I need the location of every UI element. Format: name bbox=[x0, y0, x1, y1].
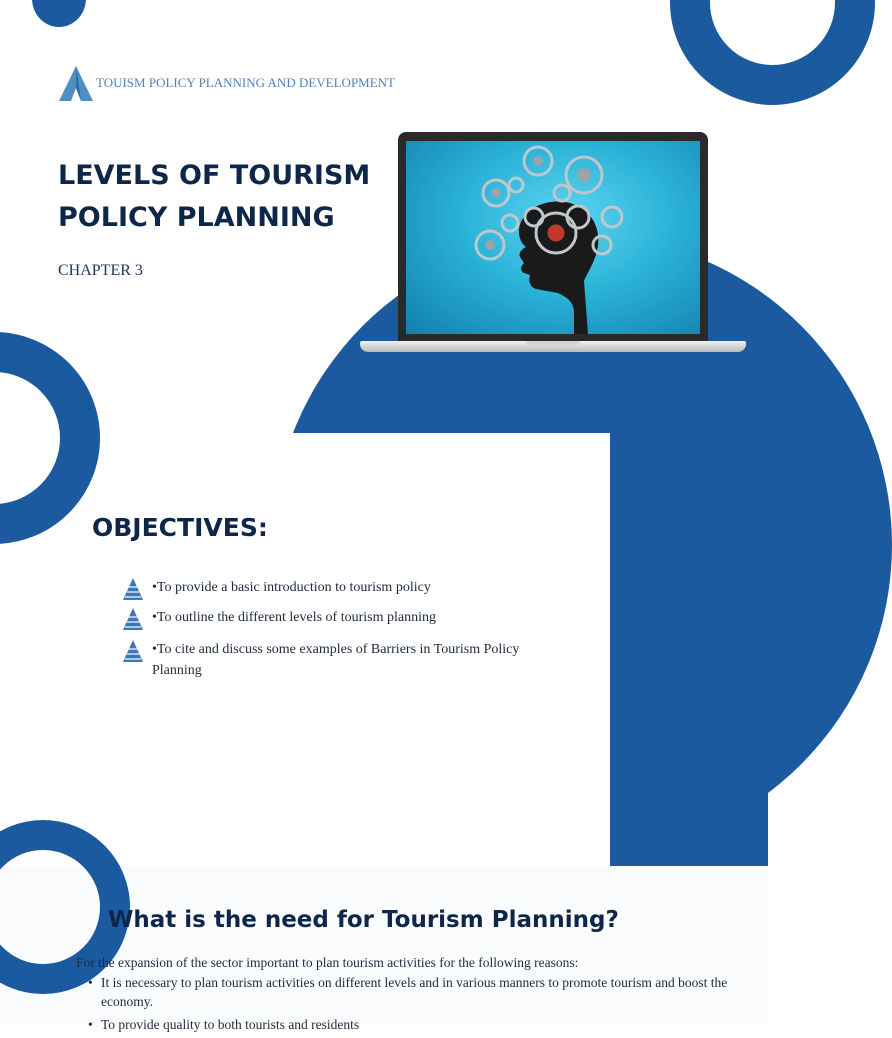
laptop-lid bbox=[398, 132, 708, 342]
page-header bbox=[58, 64, 395, 102]
triangle-bullet-icon bbox=[122, 639, 144, 663]
need-list bbox=[88, 973, 748, 1038]
chapter-label: CHAPTER 3 bbox=[58, 262, 143, 279]
laptop-screen bbox=[406, 141, 700, 334]
objective-item bbox=[122, 639, 542, 681]
page-title bbox=[58, 155, 388, 239]
mountain-logo-icon bbox=[58, 64, 94, 102]
header-title: TOUISM POLICY PLANNING AND DEVELOPMENT bbox=[96, 75, 395, 90]
need-heading: What is the need for Tourism Planning? bbox=[108, 907, 619, 933]
objective-item bbox=[122, 577, 542, 601]
need-bullet: • To provide quality to both tourists and residents bbox=[88, 1015, 748, 1034]
decor-right-block bbox=[610, 430, 768, 866]
need-bullet: • It is necessary to plan tourism activities on different levels and in various manners to promote tourism and boost the economy. bbox=[88, 973, 748, 1011]
objectives-heading: OBJECTIVES: bbox=[92, 513, 268, 542]
laptop-notch bbox=[526, 341, 580, 346]
decor-dot-top bbox=[32, 0, 86, 27]
objectives-list bbox=[122, 577, 542, 689]
triangle-bullet-icon bbox=[122, 577, 144, 601]
objective-text: •To provide a basic introduction to tourism policy bbox=[152, 580, 431, 595]
triangle-bullet-icon bbox=[122, 607, 144, 631]
objective-text: •To outline the different levels of tourism planning bbox=[152, 610, 436, 625]
title-line-1: LEVELS OF TOURISM bbox=[58, 160, 371, 191]
laptop-illustration bbox=[360, 132, 746, 354]
objective-item bbox=[122, 607, 542, 631]
decor-ring-top-right bbox=[670, 0, 875, 105]
objective-text: •To cite and discuss some examples of Barriers in Tourism Policy Planning bbox=[152, 642, 520, 678]
need-intro: For the expansion of the sector important to plan tourism activities for the following reasons: bbox=[76, 955, 579, 970]
title-line-2: POLICY PLANNING bbox=[58, 202, 335, 233]
head-with-gears-illustration bbox=[406, 141, 700, 334]
